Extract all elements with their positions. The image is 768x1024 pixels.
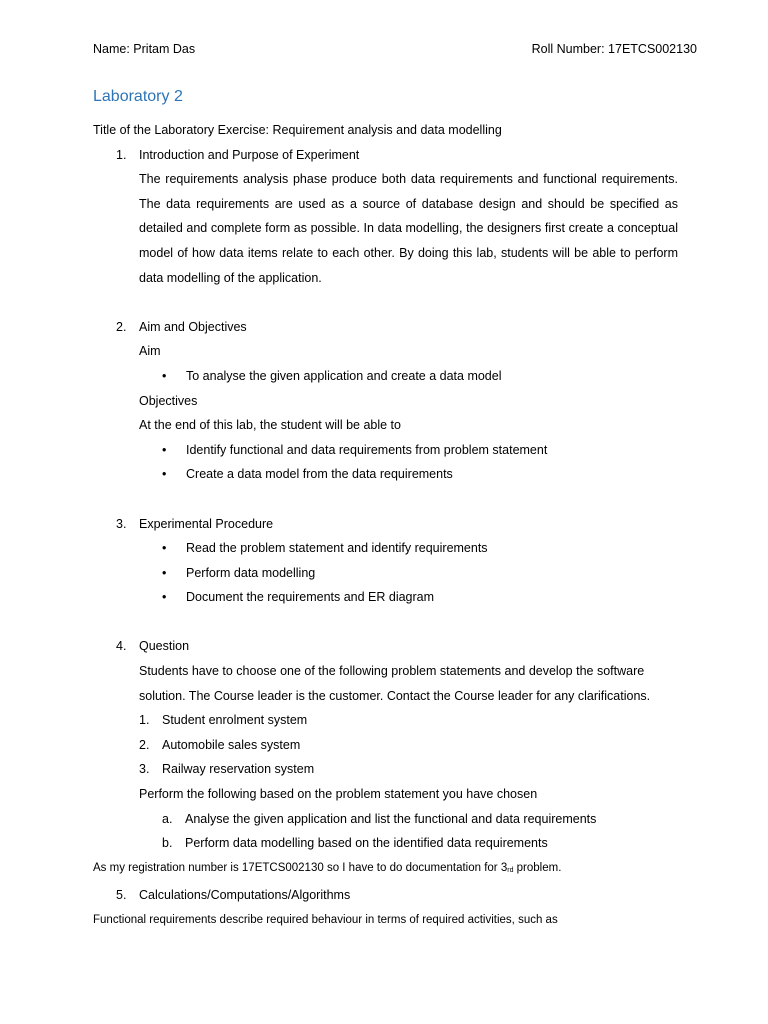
section-number: 3. [116,516,127,531]
objective-item: • Create a data model from the data requirements [139,462,678,487]
problem-option: 3. Railway reservation system [139,762,315,777]
section-2-heading [116,315,678,340]
section-1-heading [116,143,678,168]
section-number: 4. [116,639,127,654]
bullet-icon: • [162,590,167,605]
perform-label: Perform the following based on the problem statement you have chosen [139,787,538,802]
student-name: Name: Pritam Das [93,42,196,56]
question-intro-line-2: solution. The Course leader is the customer. Contact the Course leader for any clarifications. [139,688,651,703]
registration-note: As my registration number is 17ETCS002130 so I have to do documentation for 3rd problem. [93,861,562,874]
procedure-item: • Perform data modelling [139,561,678,586]
section-number: 1. [116,147,127,162]
objective-item: • Identify functional and data requirements from problem statement [139,438,678,463]
section-number: 5. [116,888,127,903]
bullet-icon: • [162,541,167,556]
aim-label: Aim [139,344,161,359]
section-number: 2. [116,319,127,334]
section-heading: Question [139,639,190,654]
page-title: Laboratory 2 [93,88,183,105]
objectives-label: Objectives [139,393,198,408]
section-heading: Aim and Objectives [139,319,247,334]
problem-option: 2. Automobile sales system [139,737,301,752]
roll-number: Roll Number: 17ETCS002130 [531,42,697,56]
task-item: b. Perform data modelling based on the identified data requirements [162,836,548,851]
section-heading: Calculations/Computations/Algorithms [139,888,351,903]
closing-line: Functional requirements describe required behaviour in terms of required activities, such as [93,914,558,926]
section-4-heading [116,634,678,659]
section-3-heading [116,512,678,537]
section-heading: Experimental Procedure [139,516,274,531]
procedure-item: • Document the requirements and ER diagram [139,585,678,610]
page-header [93,42,697,56]
aim-item: • To analyse the given application and create a data model [139,364,678,389]
section-heading: Introduction and Purpose of Experiment [139,147,360,162]
bullet-icon: • [162,442,167,457]
objectives-intro: At the end of this lab, the student will be able to [139,418,401,433]
question-intro-line-1: Students have to choose one of the following problem statements and develop the software [139,664,645,679]
section-5-heading [116,883,678,908]
task-item: a. Analyse the given application and list the functional and data requirements [162,811,597,826]
bullet-icon: • [162,565,167,580]
exercise-title: Title of the Laboratory Exercise: Requirement analysis and data modelling [93,123,502,137]
problem-option: 1. Student enrolment system [139,713,308,728]
procedure-item: • Read the problem statement and identify requirements [139,536,678,561]
section-1-paragraph: The requirements analysis phase produce both data requirements and functional requirements. The data requirements are used as a source of database design and should be specified as detailed and complete form as possible. In data modelling, the designers first create a conceptual model of how data items relate to each other. By doing this lab, students will be able to perform data modelling of the application. [139,172,678,285]
bullet-icon: • [162,467,167,482]
bullet-icon: • [162,368,167,383]
document-body [93,118,678,933]
